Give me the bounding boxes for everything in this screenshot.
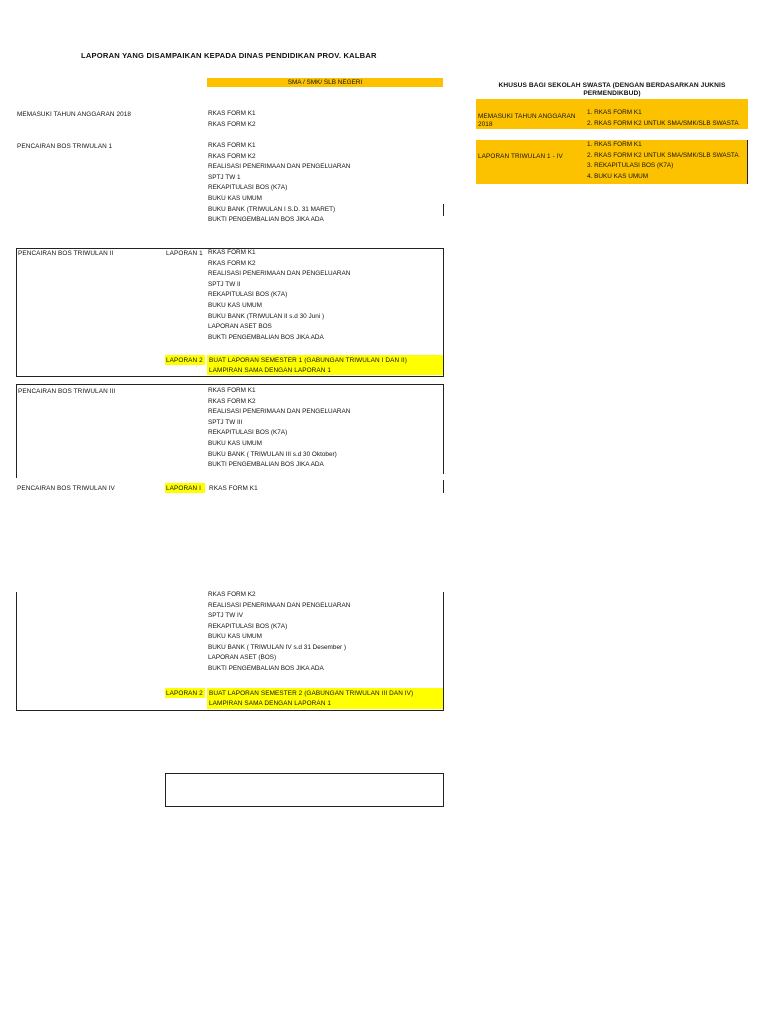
triwulan4-label: PENCAIRAN BOS TRIWULAN IV xyxy=(17,485,115,492)
triwulan3-label: PENCAIRAN BOS TRIWULAN III xyxy=(18,388,116,395)
cell-border xyxy=(443,480,444,493)
list-item: LAMPIRAN SAMA DENGAN LAPORAN 1 xyxy=(209,700,331,707)
box-border-top xyxy=(16,384,444,385)
list-item: BUKTI PENGEMBALIAN BOS JIKA ADA xyxy=(208,461,324,469)
triwulan4-laporan1-label: LAPORAN I xyxy=(166,485,201,492)
list-item: REALISASI PENERIMAAN DAN PENGELUARAN xyxy=(208,408,351,416)
list-item: SPTJ TW 1 xyxy=(208,173,241,181)
list-item: 3. REKAPITULASI BOS (K7A) xyxy=(587,162,674,169)
box-border-bottom xyxy=(16,710,444,711)
list-item: SPTJ TW III xyxy=(208,418,243,426)
list-item: 1. RKAS FORM K1 xyxy=(587,109,642,116)
list-item: RKAS FORM K1 xyxy=(209,485,258,492)
list-item: RKAS FORM K2 xyxy=(208,591,256,598)
list-item: LAPORAN ASET BOS xyxy=(208,323,272,331)
list-item: RKAS FORM K1 xyxy=(208,249,256,256)
cell-border xyxy=(443,300,444,301)
list-item: RKAS FORM K2 xyxy=(208,152,256,160)
negeri-header: SMA / SMK/ SLB NEGERI xyxy=(207,78,443,87)
list-item: REKAPITULASI BOS (K7A) xyxy=(208,429,288,437)
tahun-anggaran-label: MEMASUKI TAHUN ANGGARAN 2018 xyxy=(17,111,132,118)
triwulan3-list xyxy=(208,386,350,471)
triwulan1-label: PENCAIRAN BOS TRIWULAN 1 xyxy=(17,143,113,150)
list-item: 2. RKAS FORM K2 UNTUK SMA/SMK/SLB SWASTA xyxy=(587,151,739,159)
list-item: REALISASI PENERIMAAN DAN PENGELUARAN xyxy=(208,163,351,171)
box-border-left xyxy=(16,592,17,710)
cell-border xyxy=(443,204,444,216)
list-item: BUAT LAPORAN SEMESTER 1 (GABUNGAN TRIWULAN I DAN II) xyxy=(209,357,408,364)
list-item: REKAPITULASI BOS (K7A) xyxy=(208,622,288,630)
list-item: RKAS FORM K2 xyxy=(208,259,256,267)
swasta-tahun-label: MEMASUKI TAHUN ANGGARAN xyxy=(478,113,576,120)
triwulan2-label: PENCAIRAN BOS TRIWULAN II xyxy=(18,250,114,257)
list-item: BUKTI PENGEMBALIAN BOS JIKA ADA xyxy=(208,333,324,341)
triwulan2-laporan2-label: LAPORAN 2 xyxy=(166,357,203,364)
page-title: LAPORAN YANG DISAMPAIKAN KEPADA DINAS PENDIDIKAN PROV. KALBAR xyxy=(81,51,377,60)
box-border-right xyxy=(443,384,444,474)
list-item: BUKU KAS UMUM xyxy=(208,439,262,447)
list-item: BUKTI PENGEMBALIAN BOS JIKA ADA xyxy=(208,216,324,224)
list-item: REALISASI PENERIMAAN DAN PENGELUARAN xyxy=(208,270,351,278)
triwulan2-list xyxy=(208,248,350,343)
tahun-anggaran-list xyxy=(208,109,256,130)
list-item: REKAPITULASI BOS (K7A) xyxy=(208,184,288,192)
box-border-right xyxy=(443,592,444,710)
list-item: BUKU BANK ( TRIWULAN IV s.d 31 Desember ) xyxy=(208,643,347,651)
list-item: LAPORAN ASET (BOS) xyxy=(208,654,277,661)
triwulan1-list xyxy=(208,141,350,226)
list-item: BUKU BANK ( TRIWULAN III s.d 30 Oktober) xyxy=(208,450,337,458)
swasta-header-line2: PERMENDIKBUD) xyxy=(583,90,641,97)
empty-box xyxy=(165,773,444,807)
list-item: BUKU KAS UMUM xyxy=(208,194,262,202)
box-border-right xyxy=(443,248,444,376)
cell-border xyxy=(747,140,748,184)
swasta-tahun-label-year: 2018 xyxy=(478,121,493,128)
list-item: BUKU KAS UMUM xyxy=(208,301,262,309)
swasta-header-line1: KHUSUS BAGI SEKOLAH SWASTA (DENGAN BERDASARKAN JUKNIS xyxy=(498,82,726,89)
box-border-left xyxy=(16,248,17,376)
list-item: BUAT LAPORAN SEMESTER 2 (GABUNGAN TRIWULAN III DAN IV) xyxy=(209,690,414,697)
list-item: 1. RKAS FORM K1 xyxy=(587,141,642,148)
list-item: LAMPIRAN SAMA DENGAN LAPORAN 1 xyxy=(209,367,331,374)
list-item: BUKU BANK (TRIWULAN II s.d 30 Juni ) xyxy=(208,312,325,320)
list-item: RKAS FORM K2 xyxy=(208,120,256,128)
list-item: BUKTI PENGEMBALIAN BOS JIKA ADA xyxy=(208,664,324,672)
list-item: SPTJ TW II xyxy=(208,280,241,288)
list-item: RKAS FORM K1 xyxy=(208,142,256,149)
triwulan4-list xyxy=(208,590,350,674)
list-item: REALISASI PENERIMAAN DAN PENGELUARAN xyxy=(208,601,351,609)
list-item: RKAS FORM K2 xyxy=(208,397,256,405)
list-item: REKAPITULASI BOS (K7A) xyxy=(208,291,288,299)
list-item: BUKU BANK (TRIWULAN I S.D. 31 MARET) xyxy=(208,205,336,213)
list-item: RKAS FORM K1 xyxy=(208,387,256,394)
list-item: 2. RKAS FORM K2 UNTUK SMA/SMK/SLB SWASTA xyxy=(587,119,739,127)
triwulan4-laporan2-label: LAPORAN 2 xyxy=(166,690,203,697)
swasta-tahun-list xyxy=(587,108,739,129)
swasta-triwulan-list xyxy=(587,140,739,182)
box-border-left xyxy=(16,384,17,478)
swasta-triwulan-label: LAPORAN TRIWULAN 1 - IV xyxy=(478,153,563,160)
box-border-bottom xyxy=(16,376,444,377)
list-item: SPTJ TW IV xyxy=(208,612,244,619)
list-item: BUKU KAS UMUM xyxy=(208,633,262,640)
list-item: 4. BUKU KAS UMUM xyxy=(587,172,649,180)
triwulan2-laporan1-label: LAPORAN 1 xyxy=(166,250,203,257)
list-item: RKAS FORM K1 xyxy=(208,110,256,117)
